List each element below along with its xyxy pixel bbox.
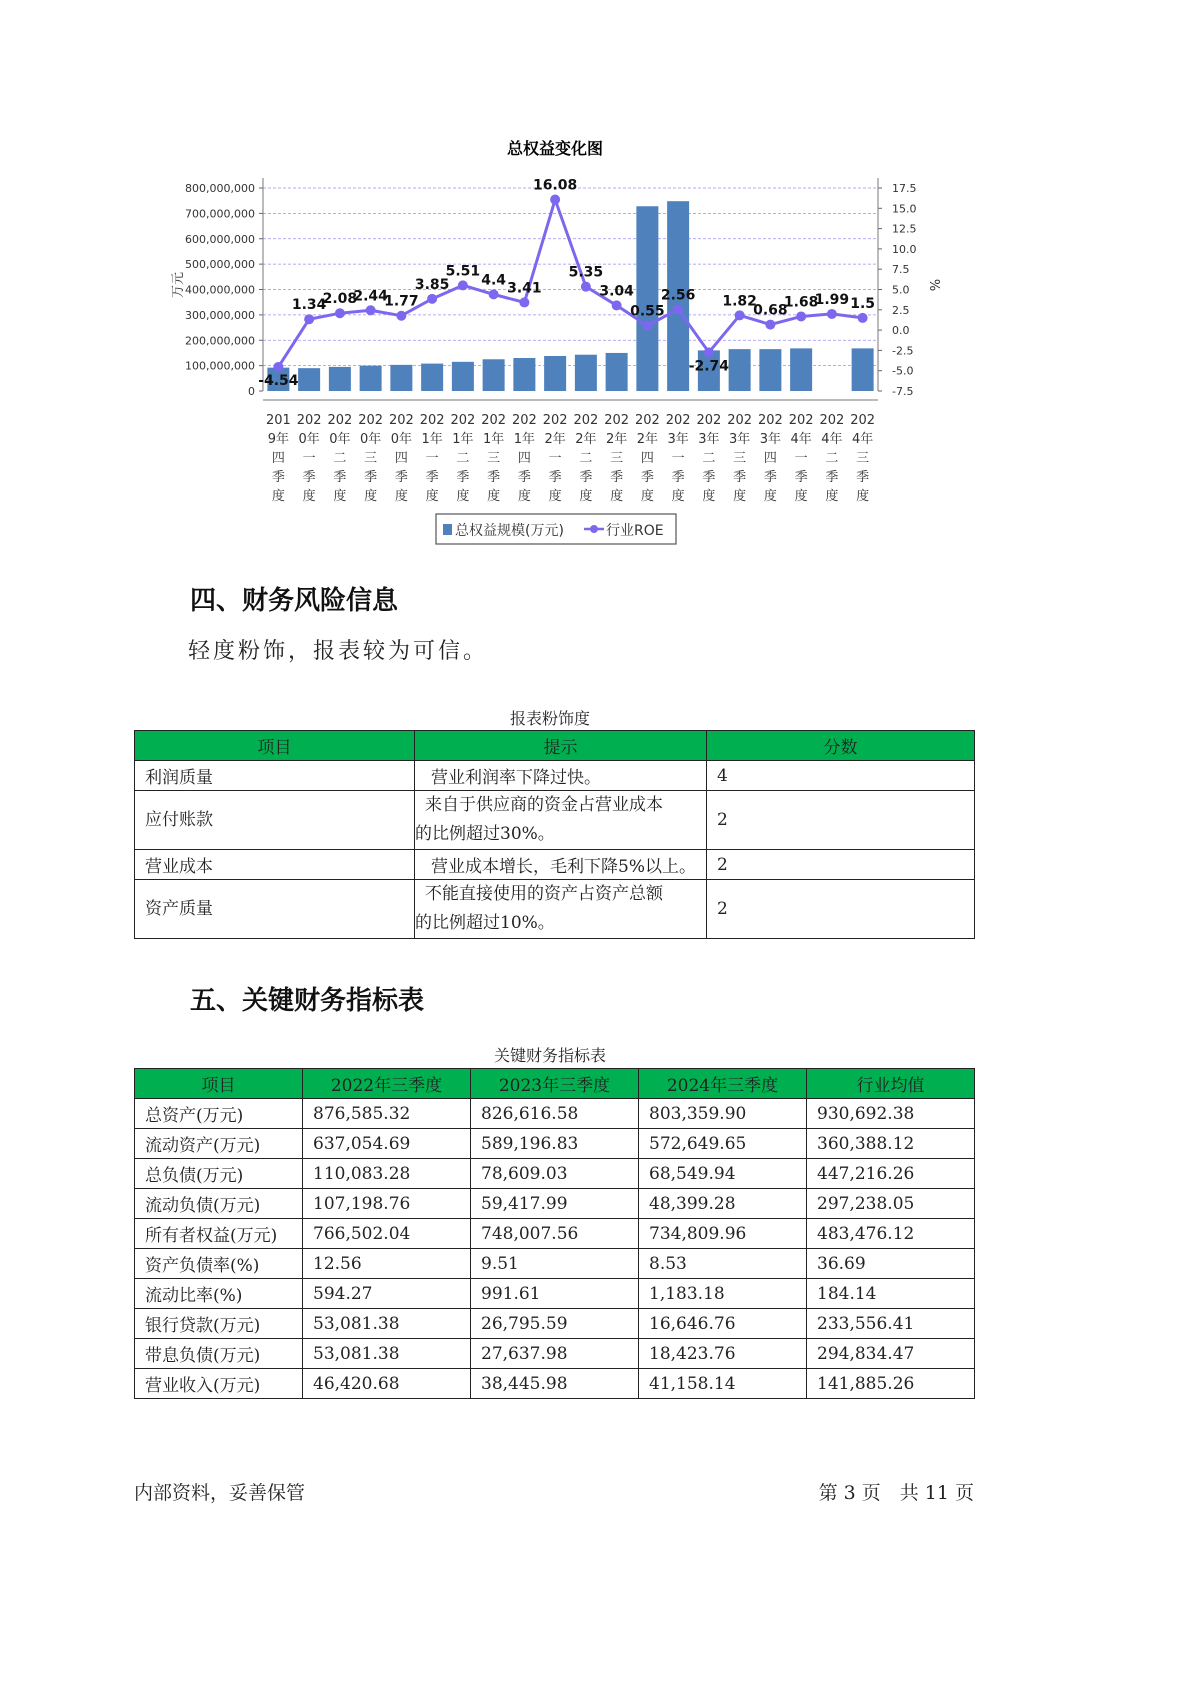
x-tick-label: 季 xyxy=(548,470,562,485)
x-tick-label: 二 xyxy=(702,451,716,466)
x-tick-label: 1年 xyxy=(513,432,536,447)
roe-data-label: 0.55 xyxy=(630,303,665,320)
y-left-tick-label: 200,000,000 xyxy=(185,334,255,348)
roe-point xyxy=(458,280,468,290)
risk-header-tip: 提示 xyxy=(415,731,707,761)
kpi-value: 78,609.03 xyxy=(471,1159,639,1189)
x-tick-label: 2年 xyxy=(544,432,566,447)
x-tick-label: 季 xyxy=(425,470,439,485)
roe-point xyxy=(765,320,775,330)
x-tick-label: 4年 xyxy=(821,432,843,447)
risk-tip xyxy=(415,880,707,939)
kpi-value: 9.51 xyxy=(471,1249,639,1279)
kpi-value: 26,795.59 xyxy=(471,1309,639,1339)
risk-item: 利润质量 xyxy=(135,761,415,791)
bar xyxy=(790,348,812,391)
table-row xyxy=(135,1099,975,1129)
kpi-item: 带息负债(万元) xyxy=(135,1339,303,1369)
roe-data-label: 2.08 xyxy=(322,291,358,308)
x-tick-label: 三 xyxy=(364,451,378,466)
bar xyxy=(759,349,781,391)
footer-confidential: 内部资料，妥善保管 xyxy=(134,1482,306,1504)
x-tick-label: 202 xyxy=(604,413,630,428)
roe-data-label: 5.35 xyxy=(568,264,604,281)
roe-data-label: 16.08 xyxy=(532,177,578,194)
kpi-value: 53,081.38 xyxy=(303,1309,471,1339)
kpi-value: 110,083.28 xyxy=(303,1159,471,1189)
x-tick-label: 一 xyxy=(425,451,439,466)
x-tick-label: 1年 xyxy=(421,432,443,447)
kpi-item: 总负债(万元) xyxy=(135,1159,303,1189)
roe-point xyxy=(550,195,560,205)
x-tick-label: 一 xyxy=(302,451,316,466)
roe-data-label: -2.74 xyxy=(688,358,730,375)
kpi-value: 766,502.04 xyxy=(303,1219,471,1249)
x-tick-label: 3年 xyxy=(667,432,689,447)
kpi-value: 48,399.28 xyxy=(639,1189,807,1219)
roe-point xyxy=(858,313,868,323)
y-right-tick-label: 15.0 xyxy=(892,202,917,216)
kpi-value: 38,445.98 xyxy=(471,1369,639,1399)
x-tick-label: 一 xyxy=(794,451,808,466)
section4-heading: 四、财务风险信息 xyxy=(190,586,399,616)
x-tick-label: 0年 xyxy=(390,432,413,447)
kpi-value: 1,183.18 xyxy=(639,1279,807,1309)
roe-data-label: 3.04 xyxy=(599,283,634,300)
x-tick-label: 三 xyxy=(733,451,747,466)
x-tick-label: 季 xyxy=(856,470,870,485)
x-tick-label: 0年 xyxy=(298,432,320,447)
x-tick-label: 度 xyxy=(271,489,285,504)
roe-point xyxy=(366,305,376,315)
x-tick-label: 季 xyxy=(702,470,716,485)
kpi-value: 594.27 xyxy=(303,1279,471,1309)
roe-point xyxy=(827,309,837,319)
x-tick-label: 四 xyxy=(394,451,408,466)
x-tick-label: 季 xyxy=(610,470,624,485)
x-tick-label: 季 xyxy=(671,470,685,485)
kpi-header: 项目 xyxy=(135,1069,303,1099)
roe-data-label: 1.77 xyxy=(384,293,419,310)
risk-header-score: 分数 xyxy=(706,731,974,761)
kpi-value: 360,388.12 xyxy=(807,1129,975,1159)
roe-data-label: -4.54 xyxy=(258,372,299,389)
table-row xyxy=(135,1249,975,1279)
x-tick-label: 季 xyxy=(794,470,808,485)
y-left-tick-label: 100,000,000 xyxy=(185,359,255,373)
x-tick-label: 季 xyxy=(733,470,747,485)
y-left-tick-label: 500,000,000 xyxy=(185,258,255,272)
risk-table-header xyxy=(135,731,975,761)
y-right-tick-label: 12.5 xyxy=(892,222,917,236)
kpi-value: 12.56 xyxy=(303,1249,471,1279)
table-row xyxy=(135,1339,975,1369)
kpi-value: 748,007.56 xyxy=(471,1219,639,1249)
x-tick-label: 201 xyxy=(265,413,291,428)
risk-tip-line1: 来自于供应商的资金占营业成本 xyxy=(425,795,663,815)
roe-data-label: 1.5 xyxy=(850,295,876,312)
risk-tip xyxy=(415,791,707,850)
roe-data-label: 3.41 xyxy=(507,280,542,297)
kpi-value: 16,646.76 xyxy=(639,1309,807,1339)
x-tick-label: 四 xyxy=(517,451,531,466)
kpi-value: 68,549.94 xyxy=(639,1159,807,1189)
x-tick-label: 二 xyxy=(333,451,347,466)
x-tick-label: 三 xyxy=(610,451,624,466)
kpi-value: 59,417.99 xyxy=(471,1189,639,1219)
x-tick-label: 度 xyxy=(671,489,685,504)
x-tick-label: 度 xyxy=(517,489,531,504)
y-right-tick-label: 5.0 xyxy=(892,283,910,297)
x-tick-label: 3年 xyxy=(759,432,782,447)
roe-point xyxy=(612,300,622,310)
x-tick-label: 1年 xyxy=(452,432,474,447)
x-tick-label: 度 xyxy=(825,489,839,504)
y-left-tick-label: 600,000,000 xyxy=(185,232,255,246)
kpi-table xyxy=(134,1068,975,1399)
x-tick-label: 9年 xyxy=(267,432,290,447)
x-tick-label: 202 xyxy=(634,413,660,428)
y-axis-left xyxy=(185,178,263,398)
y-right-tick-label: -2.5 xyxy=(892,344,914,358)
table-row xyxy=(135,1309,975,1339)
x-tick-label: 度 xyxy=(579,489,593,504)
roe-point xyxy=(335,308,345,318)
kpi-value: 572,649.65 xyxy=(639,1129,807,1159)
kpi-item: 总资产(万元) xyxy=(135,1099,303,1129)
x-tick-label: 一 xyxy=(671,451,685,466)
y-axis-right-label: % xyxy=(926,278,941,292)
kpi-header: 行业均值 xyxy=(807,1069,975,1099)
kpi-value: 36.69 xyxy=(807,1249,975,1279)
x-tick-label: 202 xyxy=(727,413,753,428)
x-axis xyxy=(266,413,875,504)
risk-score: 2 xyxy=(706,791,974,850)
bar xyxy=(544,356,566,391)
x-tick-label: 度 xyxy=(487,489,501,504)
y-right-tick-label: 0.0 xyxy=(892,324,910,338)
x-tick-label: 0年 xyxy=(359,432,382,447)
bar xyxy=(483,359,505,391)
x-tick-label: 4年 xyxy=(790,432,812,447)
legend-bar-swatch xyxy=(443,524,452,535)
x-tick-label: 度 xyxy=(640,489,654,504)
roe-data-label: 1.99 xyxy=(814,291,850,308)
risk-tip-line1: 营业利润率下降过快。 xyxy=(431,768,601,788)
kpi-value: 991.61 xyxy=(471,1279,639,1309)
x-tick-label: 三 xyxy=(856,451,870,466)
bar xyxy=(360,366,382,391)
chart-legend xyxy=(436,514,676,544)
roe-data-label: 2.44 xyxy=(353,288,388,305)
kpi-value: 637,054.69 xyxy=(303,1129,471,1159)
table-row xyxy=(135,1159,975,1189)
kpi-value: 18,423.76 xyxy=(639,1339,807,1369)
x-tick-label: 202 xyxy=(788,413,814,428)
kpi-value: 141,885.26 xyxy=(807,1369,975,1399)
y-axis-right xyxy=(878,178,917,398)
x-tick-label: 202 xyxy=(419,413,445,428)
roe-point xyxy=(273,362,283,372)
x-tick-label: 四 xyxy=(763,451,777,466)
roe-line xyxy=(278,200,862,367)
risk-score: 2 xyxy=(706,880,974,939)
x-tick-label: 202 xyxy=(665,413,691,428)
kpi-value: 803,359.90 xyxy=(639,1099,807,1129)
bar xyxy=(575,355,597,391)
roe-data-label: 1.82 xyxy=(722,293,757,310)
table-row xyxy=(135,1189,975,1219)
kpi-item: 所有者权益(万元) xyxy=(135,1219,303,1249)
line-series xyxy=(258,178,875,389)
kpi-header: 2023年三季度 xyxy=(471,1069,639,1099)
bar xyxy=(852,348,874,391)
x-tick-label: 度 xyxy=(333,489,347,504)
x-tick-label: 202 xyxy=(327,413,353,428)
bar xyxy=(452,362,474,391)
risk-tip-line2: 的比例超过10%。 xyxy=(415,913,555,933)
kpi-value: 294,834.47 xyxy=(807,1339,975,1369)
kpi-value: 107,198.76 xyxy=(303,1189,471,1219)
table-row xyxy=(135,791,975,850)
legend-line-label: 行业ROE xyxy=(606,523,664,539)
x-tick-label: 季 xyxy=(302,470,316,485)
kpi-table-caption: 关键财务指标表 xyxy=(493,1046,606,1065)
kpi-item: 银行贷款(万元) xyxy=(135,1309,303,1339)
table-row xyxy=(135,880,975,939)
legend-bar-label: 总权益规模(万元) xyxy=(455,523,564,539)
roe-data-label: 0.68 xyxy=(753,302,788,319)
x-tick-label: 202 xyxy=(450,413,476,428)
x-tick-label: 3年 xyxy=(728,432,751,447)
bar xyxy=(636,206,658,391)
table-row xyxy=(135,850,975,880)
kpi-value: 184.14 xyxy=(807,1279,975,1309)
kpi-item: 资产负债率(%) xyxy=(135,1249,303,1279)
roe-point xyxy=(581,282,591,292)
x-tick-label: 度 xyxy=(456,489,470,504)
risk-score: 4 xyxy=(706,761,974,791)
risk-table-caption: 报表粉饰度 xyxy=(509,709,590,728)
risk-table xyxy=(134,730,975,939)
kpi-value: 41,158.14 xyxy=(639,1369,807,1399)
section4-summary: 轻度粉饰，报表较为可信。 xyxy=(188,639,489,664)
risk-tip-line2: 的比例超过30%。 xyxy=(415,824,555,844)
x-tick-label: 2年 xyxy=(605,432,628,447)
y-right-tick-label: -5.0 xyxy=(892,364,914,378)
x-tick-label: 二 xyxy=(579,451,593,466)
x-tick-label: 度 xyxy=(548,489,562,504)
x-tick-label: 度 xyxy=(302,489,316,504)
y-right-tick-label: 2.5 xyxy=(892,303,910,317)
y-left-tick-label: 800,000,000 xyxy=(185,182,255,195)
x-tick-label: 二 xyxy=(456,451,470,466)
roe-point xyxy=(396,311,406,321)
equity-chart xyxy=(160,130,941,550)
kpi-value: 53,081.38 xyxy=(303,1339,471,1369)
roe-data-label: 1.34 xyxy=(291,297,327,314)
table-row xyxy=(135,1129,975,1159)
kpi-item: 流动负债(万元) xyxy=(135,1189,303,1219)
y-left-tick-label: 0 xyxy=(248,385,255,398)
x-tick-label: 2年 xyxy=(575,432,597,447)
legend-line-swatch xyxy=(590,525,598,533)
roe-point xyxy=(796,311,806,321)
risk-tip xyxy=(415,850,707,880)
kpi-value: 27,637.98 xyxy=(471,1339,639,1369)
kpi-header: 2024年三季度 xyxy=(639,1069,807,1099)
x-tick-label: 季 xyxy=(487,470,501,485)
x-tick-label: 季 xyxy=(456,470,470,485)
x-tick-label: 2年 xyxy=(636,432,659,447)
x-tick-label: 202 xyxy=(819,413,845,428)
x-tick-label: 季 xyxy=(364,470,378,485)
x-tick-label: 二 xyxy=(825,451,839,466)
x-tick-label: 1年 xyxy=(482,432,505,447)
kpi-value: 297,238.05 xyxy=(807,1189,975,1219)
x-tick-label: 202 xyxy=(481,413,507,428)
bar xyxy=(729,349,751,391)
x-tick-label: 度 xyxy=(794,489,808,504)
kpi-value: 734,809.96 xyxy=(639,1219,807,1249)
bar xyxy=(298,368,320,391)
kpi-table-header xyxy=(135,1069,975,1099)
roe-data-label: 4.4 xyxy=(481,272,507,289)
kpi-value: 8.53 xyxy=(639,1249,807,1279)
risk-item: 资产质量 xyxy=(135,880,415,939)
x-tick-label: 四 xyxy=(271,451,285,466)
risk-tip-line1: 营业成本增长，毛利下降5%以上。 xyxy=(431,857,696,877)
kpi-item: 营业收入(万元) xyxy=(135,1369,303,1399)
x-tick-label: 202 xyxy=(511,413,537,428)
x-tick-label: 季 xyxy=(640,470,654,485)
x-tick-label: 202 xyxy=(388,413,414,428)
kpi-value: 876,585.32 xyxy=(303,1099,471,1129)
x-tick-label: 季 xyxy=(517,470,531,485)
x-tick-label: 三 xyxy=(487,451,501,466)
x-tick-label: 季 xyxy=(579,470,593,485)
kpi-value: 930,692.38 xyxy=(807,1099,975,1129)
y-right-tick-label: 17.5 xyxy=(892,182,917,195)
x-tick-label: 度 xyxy=(856,489,870,504)
x-tick-label: 度 xyxy=(763,489,777,504)
x-tick-label: 0年 xyxy=(329,432,351,447)
table-row xyxy=(135,761,975,791)
table-row xyxy=(135,1369,975,1399)
x-tick-label: 度 xyxy=(702,489,716,504)
x-tick-label: 季 xyxy=(394,470,408,485)
table-row xyxy=(135,1219,975,1249)
x-tick-label: 度 xyxy=(425,489,439,504)
risk-item: 营业成本 xyxy=(135,850,415,880)
bar xyxy=(390,365,412,391)
x-tick-label: 季 xyxy=(763,470,777,485)
x-tick-label: 202 xyxy=(850,413,876,428)
x-tick-label: 度 xyxy=(364,489,378,504)
roe-data-label: 2.56 xyxy=(660,287,696,304)
bar xyxy=(606,353,628,391)
y-right-tick-label: -7.5 xyxy=(892,385,914,398)
kpi-value: 826,616.58 xyxy=(471,1099,639,1129)
x-tick-label: 202 xyxy=(358,413,384,428)
y-right-tick-label: 10.0 xyxy=(892,242,917,256)
bar xyxy=(513,358,535,391)
roe-point xyxy=(735,310,745,320)
x-tick-label: 一 xyxy=(548,451,562,466)
roe-point xyxy=(673,304,683,314)
x-tick-label: 202 xyxy=(757,413,783,428)
roe-data-label: 5.51 xyxy=(445,263,481,280)
kpi-value: 483,476.12 xyxy=(807,1219,975,1249)
roe-data-label: 3.85 xyxy=(414,276,450,293)
kpi-header: 2022年三季度 xyxy=(303,1069,471,1099)
risk-score: 2 xyxy=(706,850,974,880)
roe-point xyxy=(519,297,529,307)
x-tick-label: 度 xyxy=(394,489,408,504)
x-tick-label: 3年 xyxy=(698,432,720,447)
x-tick-label: 度 xyxy=(733,489,747,504)
risk-item: 应付账款 xyxy=(135,791,415,850)
roe-point xyxy=(489,289,499,299)
kpi-value: 589,196.83 xyxy=(471,1129,639,1159)
bar xyxy=(421,364,443,391)
kpi-table-body xyxy=(135,1099,975,1399)
table-row xyxy=(135,1279,975,1309)
x-tick-label: 4年 xyxy=(851,432,874,447)
kpi-value: 46,420.68 xyxy=(303,1369,471,1399)
chart-title: 总权益变化图 xyxy=(506,139,604,158)
kpi-value: 447,216.26 xyxy=(807,1159,975,1189)
y-axis-left-label: 万元 xyxy=(171,271,186,299)
x-tick-label: 季 xyxy=(825,470,839,485)
kpi-item: 流动资产(万元) xyxy=(135,1129,303,1159)
x-tick-label: 202 xyxy=(696,413,722,428)
x-tick-label: 202 xyxy=(573,413,599,428)
kpi-item: 流动比率(%) xyxy=(135,1279,303,1309)
kpi-value: 233,556.41 xyxy=(807,1309,975,1339)
y-left-tick-label: 400,000,000 xyxy=(185,283,255,297)
risk-header-item: 项目 xyxy=(135,731,415,761)
x-tick-label: 季 xyxy=(271,470,285,485)
y-right-tick-label: 7.5 xyxy=(892,263,910,277)
roe-point xyxy=(427,294,437,304)
risk-tip-line1: 不能直接使用的资产占资产总额 xyxy=(425,884,663,904)
section5-heading: 五、关键财务指标表 xyxy=(190,986,425,1016)
roe-data-label: 1.68 xyxy=(783,294,819,311)
x-tick-label: 四 xyxy=(640,451,654,466)
roe-point xyxy=(704,347,714,357)
roe-point xyxy=(304,314,314,324)
bar xyxy=(329,367,351,391)
x-tick-label: 202 xyxy=(542,413,568,428)
y-left-tick-label: 700,000,000 xyxy=(185,207,255,221)
footer-page-number: 第 3 页 共 11 页 xyxy=(818,1482,974,1504)
x-tick-label: 度 xyxy=(610,489,624,504)
y-left-tick-label: 300,000,000 xyxy=(185,308,255,322)
risk-tip xyxy=(415,761,707,791)
roe-point xyxy=(642,321,652,331)
x-tick-label: 季 xyxy=(333,470,347,485)
x-tick-label: 202 xyxy=(296,413,322,428)
